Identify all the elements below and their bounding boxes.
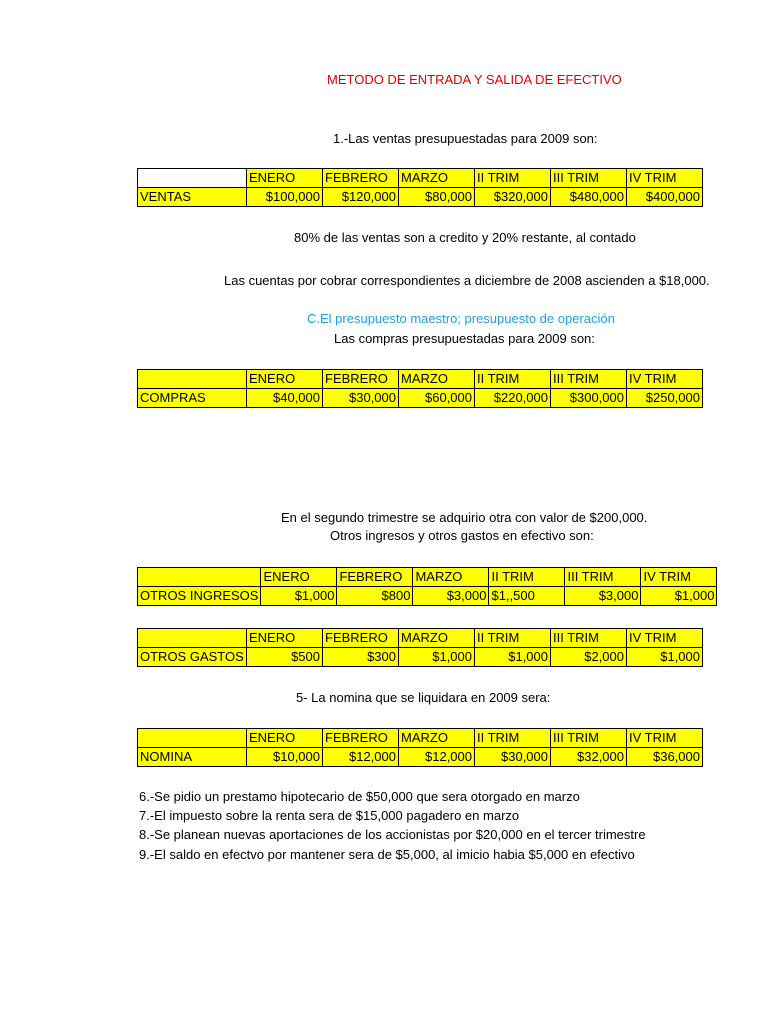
cell-value: $3,000 <box>413 587 489 606</box>
month-header: II TRIM <box>475 629 551 648</box>
cell-value: $2,000 <box>551 648 627 667</box>
month-header: II TRIM <box>489 568 565 587</box>
cell-value: $250,000 <box>627 389 703 408</box>
row-label: NOMINA <box>138 748 247 767</box>
month-header: ENERO <box>261 568 337 587</box>
cell-value: $1,000 <box>627 648 703 667</box>
month-header: FEBRERO <box>323 370 399 389</box>
month-header: IV TRIM <box>627 729 703 748</box>
month-header: IV TRIM <box>627 629 703 648</box>
cell-value: $1,000 <box>475 648 551 667</box>
nomina-table <box>137 728 703 767</box>
ventas-heading: 1.-Las ventas presupuestadas para 2009 son: <box>333 131 598 146</box>
table-row <box>138 587 717 606</box>
cell-value: $100,000 <box>247 188 323 207</box>
table-header-row <box>138 568 717 587</box>
table-row <box>138 648 703 667</box>
cuentas-cobrar-text: Las cuentas por cobrar correspondientes a diciembre de 2008 ascienden a $18,000. <box>224 273 710 288</box>
month-header: III TRIM <box>551 729 627 748</box>
cell-value: $800 <box>337 587 413 606</box>
month-header: FEBRERO <box>323 729 399 748</box>
cell-value: $30,000 <box>323 389 399 408</box>
month-header: III TRIM <box>551 169 627 188</box>
section-c-heading: C.El presupuesto maestro; presupuesto de operación <box>307 311 615 326</box>
month-header: II TRIM <box>475 169 551 188</box>
month-header: ENERO <box>247 629 323 648</box>
cell-value: $1,,500 <box>489 587 565 606</box>
month-header: III TRIM <box>551 629 627 648</box>
table-row <box>138 748 703 767</box>
cell-value: $320,000 <box>475 188 551 207</box>
table-row <box>138 188 703 207</box>
table-row <box>138 389 703 408</box>
cell-value: $80,000 <box>399 188 475 207</box>
note-7: 7.-El impuesto sobre la renta sera de $15,000 pagadero en marzo <box>139 808 520 823</box>
note-9: 9.-El saldo en efectvo por mantener sera de $5,000, al imicio habia $5,000 en efectivo <box>139 847 635 862</box>
table-header-row <box>138 629 703 648</box>
row-label: COMPRAS <box>138 389 247 408</box>
month-header: ENERO <box>247 370 323 389</box>
month-header: FEBRERO <box>323 629 399 648</box>
otros-gastos-table <box>137 628 703 667</box>
maquinaria-text-2: En el segundo trimestre se adquirio otra con valor de $200,000. <box>281 510 648 525</box>
cell-value: $120,000 <box>323 188 399 207</box>
otros-ingresos-table <box>137 567 717 606</box>
cell-value: $40,000 <box>247 389 323 408</box>
cell-value: $12,000 <box>399 748 475 767</box>
otros-heading: Otros ingresos y otros gastos en efectivo son: <box>330 528 594 543</box>
month-header: II TRIM <box>475 370 551 389</box>
cell-value: $300,000 <box>551 389 627 408</box>
month-header: FEBRERO <box>323 169 399 188</box>
month-header: IV TRIM <box>627 370 703 389</box>
nomina-heading: 5- La nomina que se liquidara en 2009 sera: <box>296 690 551 705</box>
cell-value: $1,000 <box>399 648 475 667</box>
month-header: III TRIM <box>551 370 627 389</box>
cell-value: $300 <box>323 648 399 667</box>
table-header-row <box>138 169 703 188</box>
month-header: MARZO <box>399 169 475 188</box>
month-header: IV TRIM <box>627 169 703 188</box>
cell-value: $36,000 <box>627 748 703 767</box>
month-header: ENERO <box>247 729 323 748</box>
cell-value: $12,000 <box>323 748 399 767</box>
cell-value: $500 <box>247 648 323 667</box>
cell-value: $32,000 <box>551 748 627 767</box>
cell-value: $220,000 <box>475 389 551 408</box>
cell-value: $3,000 <box>565 587 641 606</box>
row-label: VENTAS <box>138 188 247 207</box>
ventas-table <box>137 168 703 207</box>
compras-table <box>137 369 703 408</box>
table-header-row <box>138 370 703 389</box>
month-header: MARZO <box>413 568 489 587</box>
note-8: 8.-Se planean nuevas aportaciones de los accionistas por $20,000 en el tercer trimestre <box>139 827 646 842</box>
month-header: IV TRIM <box>641 568 717 587</box>
month-header: III TRIM <box>565 568 641 587</box>
cell-value: $1,000 <box>261 587 337 606</box>
month-header: MARZO <box>399 629 475 648</box>
month-header: ENERO <box>247 169 323 188</box>
cell-value: $400,000 <box>627 188 703 207</box>
cell-value: $480,000 <box>551 188 627 207</box>
month-header: II TRIM <box>475 729 551 748</box>
month-header: MARZO <box>399 370 475 389</box>
month-header: MARZO <box>399 729 475 748</box>
ventas-note-1: 80% de las ventas son a credito y 20% restante, al contado <box>294 230 636 245</box>
cell-value: $1,000 <box>641 587 717 606</box>
cell-value: $30,000 <box>475 748 551 767</box>
compras-heading: Las compras presupuestadas para 2009 son: <box>334 331 595 346</box>
table-header-row <box>138 729 703 748</box>
cell-value: $60,000 <box>399 389 475 408</box>
page-title: METODO DE ENTRADA Y SALIDA DE EFECTIVO <box>327 72 622 87</box>
cell-value: $10,000 <box>247 748 323 767</box>
note-6: 6.-Se pidio un prestamo hipotecario de $50,000 que sera otorgado en marzo <box>139 789 580 804</box>
row-label: OTROS GASTOS <box>138 648 247 667</box>
row-label: OTROS INGRESOS <box>138 587 261 606</box>
month-header: FEBRERO <box>337 568 413 587</box>
